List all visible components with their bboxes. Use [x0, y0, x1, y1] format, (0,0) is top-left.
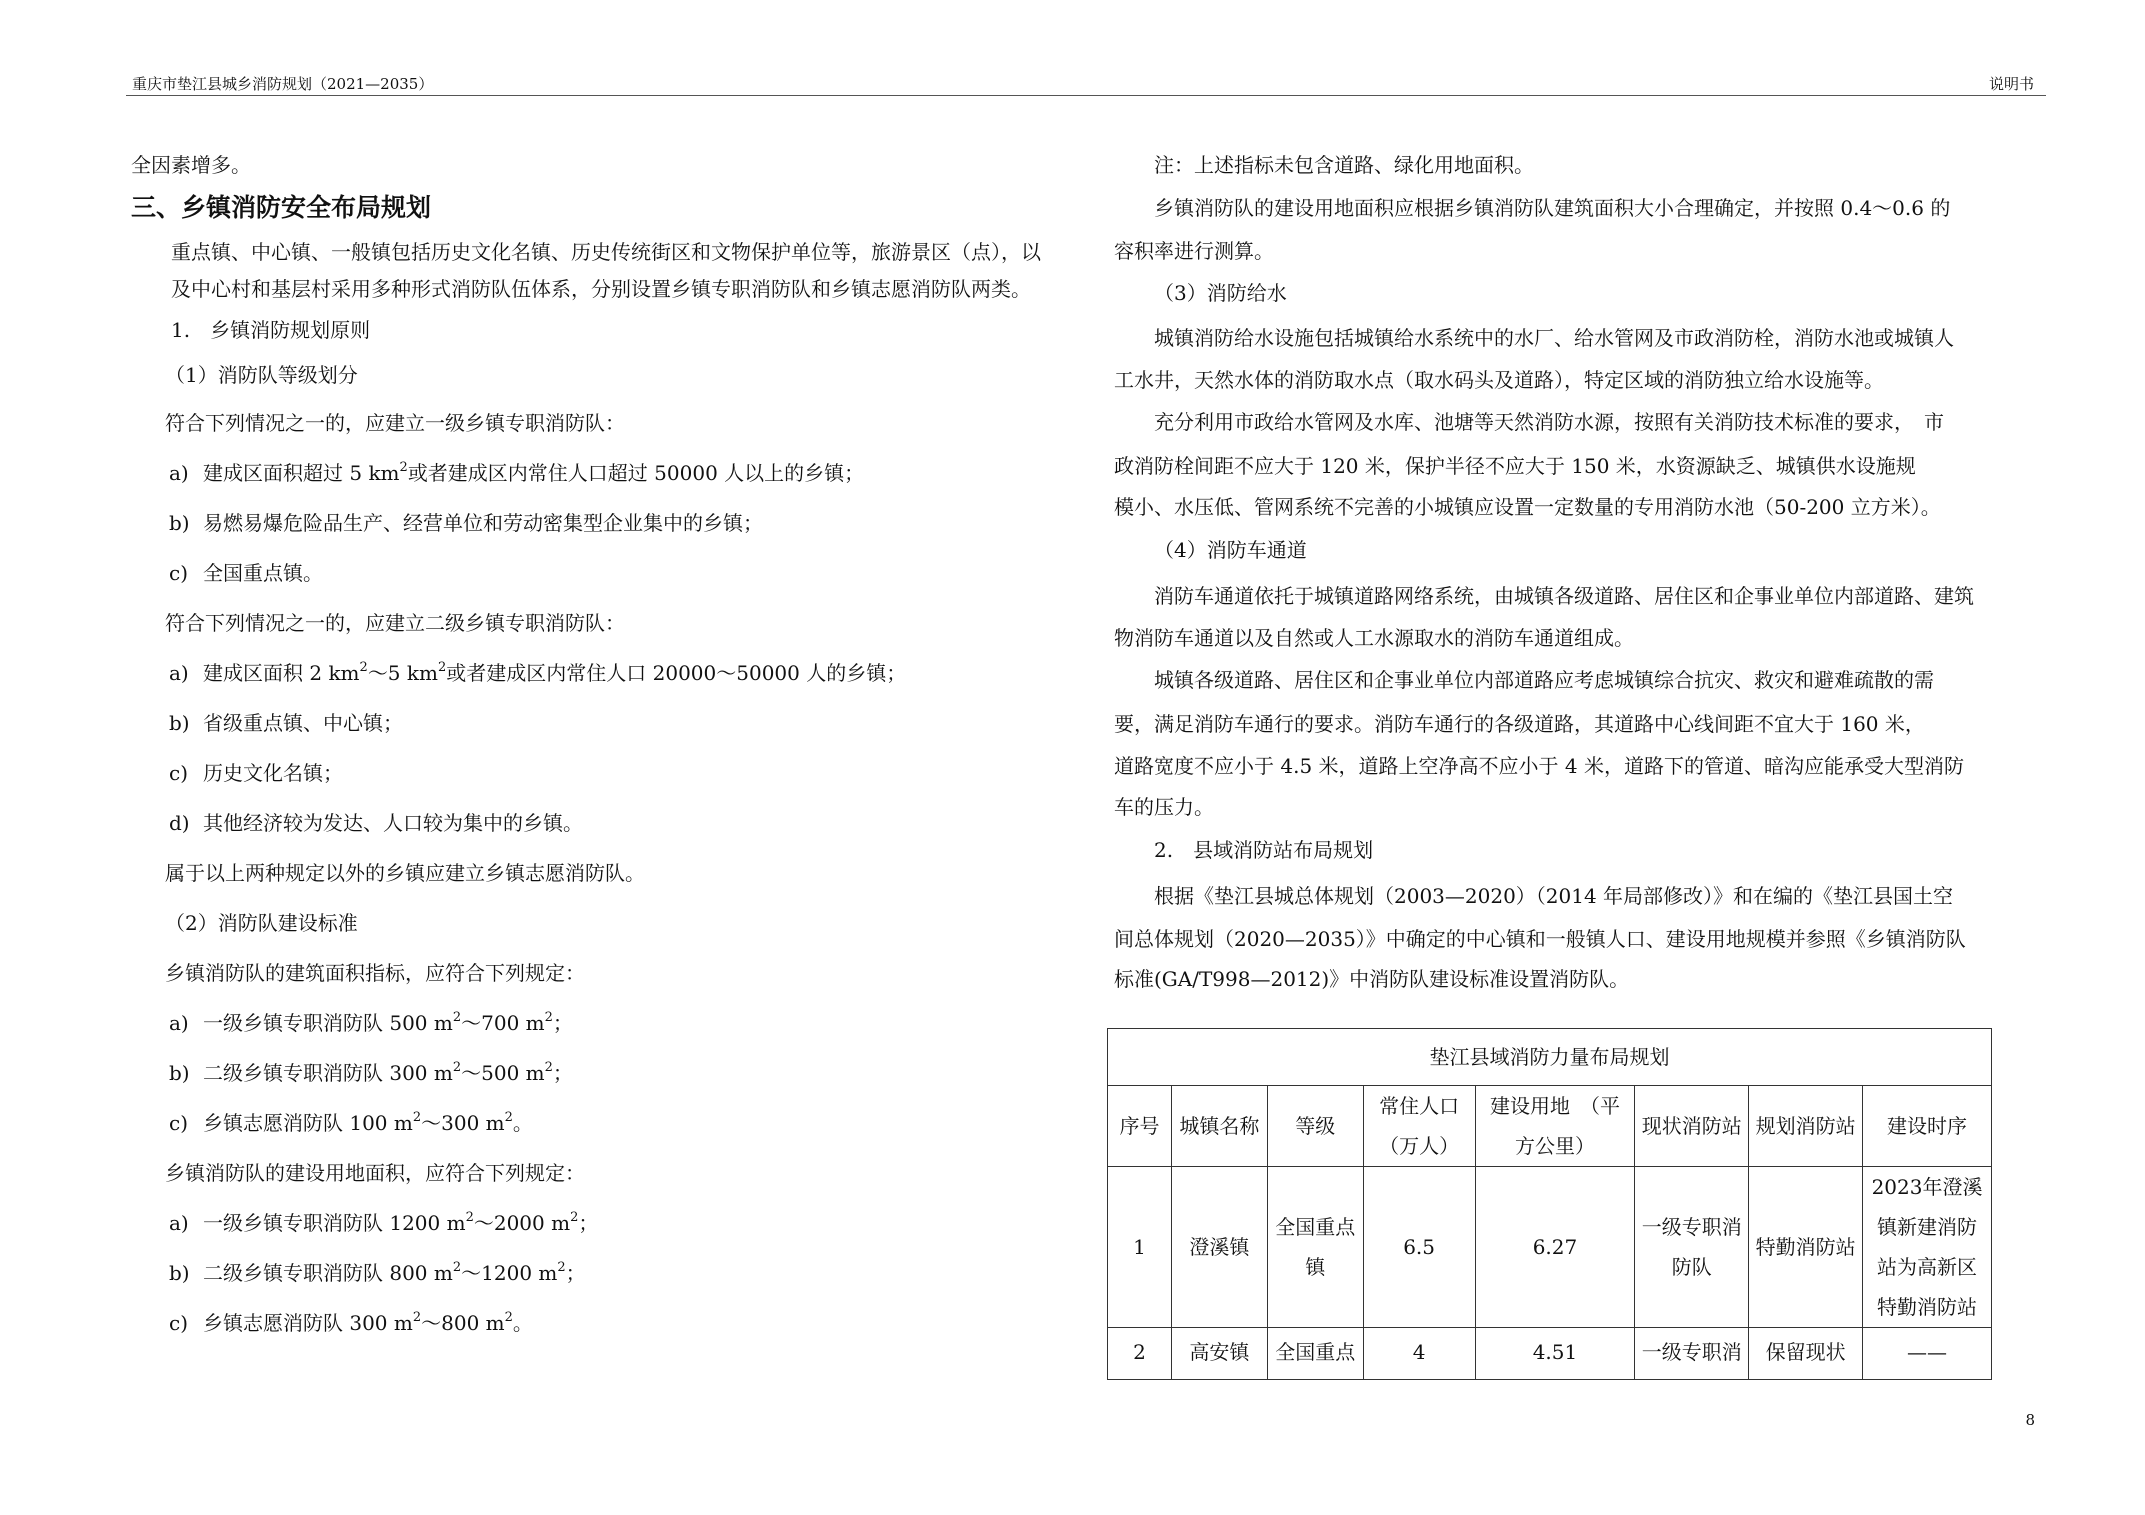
list-marker: c): [169, 1111, 189, 1135]
water-p2-line-3: 模小、水压低、管网系统不完善的小城镇应设置一定数量的专用消防水池（50-200 立方米）。: [1114, 495, 1941, 519]
road-p2-line-3: 道路宽度不应小于 4.5 米，道路上空净高不应小于 4 米，道路下的管道、暗沟应能承受大型消防: [1114, 754, 1964, 778]
page-header: [126, 73, 2046, 96]
list-item: b) 二级乡镇专职消防队 800 $m^2\sim 1200$ $m^2$；: [131, 1248, 1056, 1298]
list-marker: b): [169, 1261, 190, 1285]
list-marker: a): [169, 461, 189, 485]
list-marker: c): [169, 761, 189, 785]
cell-current-station: 一级专职消: [1635, 1328, 1749, 1380]
header-schedule: 建设时序: [1863, 1086, 1992, 1167]
list-marker: a): [169, 661, 189, 685]
left-column: [131, 145, 1056, 1348]
list-item: a) 建成区面积超过 5 $km^2$或者建成区内常住人口超过 50000 人以上的乡镇；: [131, 448, 1056, 498]
list-marker: c): [169, 1311, 189, 1335]
list-item: c) 全国重点镇。: [131, 548, 1056, 598]
water-p1-line-2: 工水井，天然水体的消防取水点（取水码头及道路），特定区域的消防独立给水设施等。: [1114, 368, 1884, 392]
land-calc-line-2: 容积率进行测算。: [1114, 239, 1274, 263]
list-marker: b): [169, 711, 190, 735]
level2-conditions-intro: 符合下列情况之一的，应建立二级乡镇专职消防队：: [165, 611, 625, 635]
list-marker: c): [169, 561, 189, 585]
list-item: a) 一级乡镇专职消防队 500 $m^2\sim 700$ $m^2$；: [131, 998, 1056, 1048]
water-p1-line-1: 城镇消防给水设施包括城镇给水系统中的水厂、给水管网及市政消防栓，消防水池或城镇人: [1154, 326, 1954, 350]
cell-current-station: 一级专职消 防队: [1635, 1167, 1749, 1328]
list-item: a) 建成区面积 2 $km^2\sim 5$ $km^2$或者建成区内常住人口 20000～50000 人的乡镇；: [131, 648, 1056, 698]
cell-land: 4.51: [1475, 1328, 1635, 1380]
cell-no: 2: [1108, 1328, 1172, 1380]
right-column: [1114, 145, 2044, 999]
subsection-3-title: （3）消防给水: [1154, 281, 1287, 305]
cell-grade: 全国重点 镇: [1267, 1167, 1363, 1328]
list-item: c) 乡镇志愿消防队 300 $m^2\sim 800$ $m^2$。: [131, 1298, 1056, 1348]
section-title: 三、乡镇消防安全布局规划: [131, 193, 432, 222]
cell-schedule: ——: [1863, 1328, 1992, 1380]
subsection-1-1-title: （1）消防队等级划分: [165, 363, 358, 387]
list-item: a) 一级乡镇专职消防队 1200 $m^2\sim 2000$ $m^2$；: [131, 1198, 1056, 1248]
road-p2-line-2: 要，满足消防车通行的要求。消防车通行的各级道路，其道路中心线间距不宜大于 160 米，: [1114, 712, 1925, 736]
list-item: b) 二级乡镇专职消防队 300 $m^2\sim 500$ $m^2$；: [131, 1048, 1056, 1098]
header-grade: 等级: [1267, 1086, 1363, 1167]
road-p1-line-1: 消防车通道依托于城镇道路网络系统，由城镇各级道路、居住区和企事业单位内部道路、建筑: [1154, 584, 1974, 608]
cell-population: 6.5: [1363, 1167, 1475, 1328]
list-marker: d): [169, 811, 190, 835]
header-land: 建设用地 （平 方公里）: [1475, 1086, 1635, 1167]
cell-town: 澄溪镇: [1171, 1167, 1267, 1328]
header-planned-station: 规划消防站: [1749, 1086, 1863, 1167]
basis-line-3: 标准(GA/T998—2012)》中消防队建设标准设置消防队。: [1114, 967, 1630, 991]
table-header-row: [1108, 1086, 1992, 1167]
list-marker: b): [169, 1061, 190, 1085]
cell-schedule: 2023年澄溪 镇新建消防 站为高新区 特勤消防站: [1863, 1167, 1992, 1328]
cell-no: 1: [1108, 1167, 1172, 1328]
list-item: d) 其他经济较为发达、人口较为集中的乡镇。: [131, 798, 1056, 848]
road-p1-line-2: 物消防车通道以及自然或人工水源取水的消防车通道组成。: [1114, 626, 1634, 650]
list-item: c) 乡镇志愿消防队 100 $m^2\sim 300$ $m^2$。: [131, 1098, 1056, 1148]
road-p2-line-1: 城镇各级道路、居住区和企事业单位内部道路应考虑城镇综合抗灾、救灾和避难疏散的需: [1154, 668, 1934, 692]
table-caption: 垫江县域消防力量布局规划: [1108, 1029, 1992, 1086]
list-marker: a): [169, 1211, 189, 1235]
subsection-1-title: 1. 乡镇消防规划原则: [171, 318, 371, 342]
list-marker: a): [169, 1011, 189, 1035]
header-no: 序号: [1108, 1086, 1172, 1167]
continuation-line: 全因素增多。: [131, 153, 251, 177]
list-marker: b): [169, 511, 190, 535]
cell-town: 高安镇: [1171, 1328, 1267, 1380]
header-current-station: 现状消防站: [1635, 1086, 1749, 1167]
cell-planned-station: 特勤消防站: [1749, 1167, 1863, 1328]
land-calc-line-1: 乡镇消防队的建设用地面积应根据乡镇消防队建筑面积大小合理确定，并按照 0.4～0.6 的: [1154, 196, 1951, 220]
page-number: 8: [2025, 1411, 2035, 1429]
water-p2-line-2: 政消防栓间距不应大于 120 米，保护半径不应大于 150 米，水资源缺乏、城镇供水设施规: [1114, 454, 1916, 478]
subsection-2-title: 2. 县域消防站布局规划: [1154, 838, 1374, 862]
basis-line-2: 间总体规划（2020—2035）》中确定的中心镇和一般镇人口、建设用地规模并参照《乡镇消防队: [1114, 927, 1966, 951]
basis-line-1: 根据《垫江县城总体规划（2003—2020）（2014 年局部修改）》和在编的《垫江县国土空: [1154, 884, 1954, 908]
list-item: b) 省级重点镇、中心镇；: [131, 698, 1056, 748]
subsection-4-title: （4）消防车通道: [1154, 538, 1307, 562]
cell-planned-station: 保留现状: [1749, 1328, 1863, 1380]
header-town: 城镇名称: [1171, 1086, 1267, 1167]
level1-conditions-intro: 符合下列情况之一的，应建立一级乡镇专职消防队：: [165, 411, 625, 435]
list-item: c) 历史文化名镇；: [131, 748, 1056, 798]
volunteer-rule: 属于以上两种规定以外的乡镇应建立乡镇志愿消防队。: [165, 861, 645, 885]
cell-land: 6.27: [1475, 1167, 1635, 1328]
list-item: b) 易燃易爆危险品生产、经营单位和劳动密集型企业集中的乡镇；: [131, 498, 1056, 548]
table-row: [1108, 1328, 1992, 1380]
land-area-intro: 乡镇消防队的建设用地面积，应符合下列规定：: [165, 1161, 585, 1185]
cell-population: 4: [1363, 1328, 1475, 1380]
table-row: [1108, 1167, 1992, 1328]
fire-force-layout-table: [1107, 1028, 1992, 1380]
header-title: 重庆市垫江县城乡消防规划（2021—2035）: [132, 75, 434, 93]
note-line: 注：上述指标未包含道路、绿化用地面积。: [1154, 153, 1534, 177]
intro-paragraph: 重点镇、中心镇、一般镇包括历史文化名镇、历史传统街区和文物保护单位等，旅游景区（点），以及中心村和基层村采用多种形式消防队伍体系，分别设置乡镇专职消防队和乡镇志愿消防队两类。: [171, 240, 1041, 301]
header-population: 常住人口 （万人）: [1363, 1086, 1475, 1167]
water-p2-line-1: 充分利用市政给水管网及水库、池塘等天然消防水源，按照有关消防技术标准的要求， 市: [1154, 410, 1944, 434]
subsection-1-2-title: （2）消防队建设标准: [165, 911, 358, 935]
road-p2-line-4: 车的压力。: [1114, 795, 1214, 819]
cell-grade: 全国重点: [1267, 1328, 1363, 1380]
header-doc-type: 说明书: [1988, 75, 2034, 93]
building-area-intro: 乡镇消防队的建筑面积指标，应符合下列规定：: [165, 961, 585, 985]
